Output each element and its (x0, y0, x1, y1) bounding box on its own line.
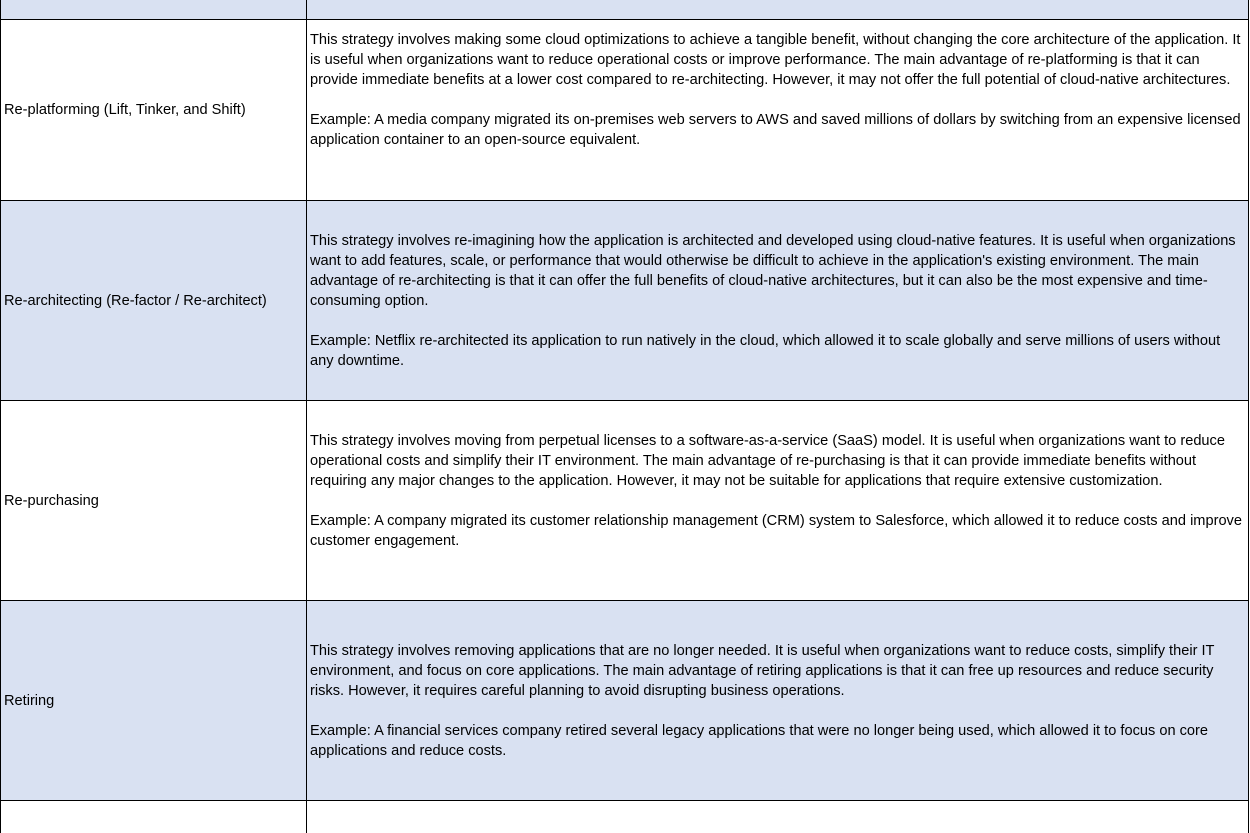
strategy-name: Retiring (4, 692, 55, 709)
strategy-description: This strategy involves making some cloud optimizations to achieve a tangible benefit, without changing the core architecture of the application. It is useful when organizations want to reduce operational costs or improve performance. The main advantage of re-platforming is that it can provide immediate benefits at a lower cost compared to re-architecting. However, it may not offer the full potential of cloud-native architectures. (310, 32, 1241, 88)
strategy-example: Example: A company migrated its customer relationship management (CRM) system to Salesforce, which allowed it to reduce costs and improve customer engagement. (310, 513, 1242, 549)
strategy-name-cell[interactable] (1, 401, 307, 601)
strategy-description: This strategy involves removing applications that are no longer needed. It is useful when organizations want to reduce costs, simplify their IT environment, and focus on core applications. The main advantage of retiring applications is that it can free up resources and reduce security risks. However, it requires careful planning to avoid disrupting business operations. (310, 643, 1215, 699)
strategy-description-cell[interactable] (307, 20, 1249, 201)
strategy-name: Re-platforming (Lift, Tinker, and Shift) (4, 102, 246, 118)
strategy-example: Example: A financial services company retired several legacy applications that were no longer being used, which allowed it to focus on core applications and reduce costs. (310, 723, 1209, 759)
strategy-name-cell[interactable] (1, 201, 307, 401)
strategy-description: This strategy involves moving from perpetual licenses to a software-as-a-service (SaaS) model. It is useful when organizations want to reduce operational costs and simplify their IT environment. The main advantage of re-purchasing is that it can provide immediate benefits without requiring any major changes to the application. However, it may not be suitable for applications that require extensive customization. (310, 433, 1225, 489)
table-cell-top-partial-left[interactable] (1, 0, 307, 20)
strategy-description-cell[interactable] (307, 401, 1249, 601)
strategy-name-cell[interactable] (1, 20, 307, 201)
strategy-name: Re-purchasing (4, 492, 99, 509)
strategy-description: This strategy involves re-imagining how the application is architected and developed using cloud-native features. It is useful when organizations want to add features, scale, or performance that would otherwise be difficult to achieve in the application's existing environment. The main advantage of re-architecting is that it can offer the full benefits of cloud-native architectures, but it can also be the most expensive and time-consuming option. (310, 233, 1236, 309)
table-cell-bottom-partial-left[interactable] (1, 801, 307, 833)
table-cell-bottom-partial-right[interactable] (307, 801, 1249, 833)
table-cell-top-partial-right[interactable] (307, 0, 1249, 20)
strategy-name: Re-architecting (Re-factor / Re-architect) (4, 292, 267, 309)
strategy-name-cell[interactable] (1, 601, 307, 801)
strategy-description-cell[interactable] (307, 201, 1249, 401)
strategy-description-cell[interactable] (307, 601, 1249, 801)
strategy-example: Example: A media company migrated its on-premises web servers to AWS and saved millions of dollars by switching from an expensive licensed application container to an open-source equivalent. (310, 112, 1241, 148)
strategy-example: Example: Netflix re-architected its application to run natively in the cloud, which allowed it to scale globally and serve millions of users without any downtime. (310, 333, 1221, 369)
